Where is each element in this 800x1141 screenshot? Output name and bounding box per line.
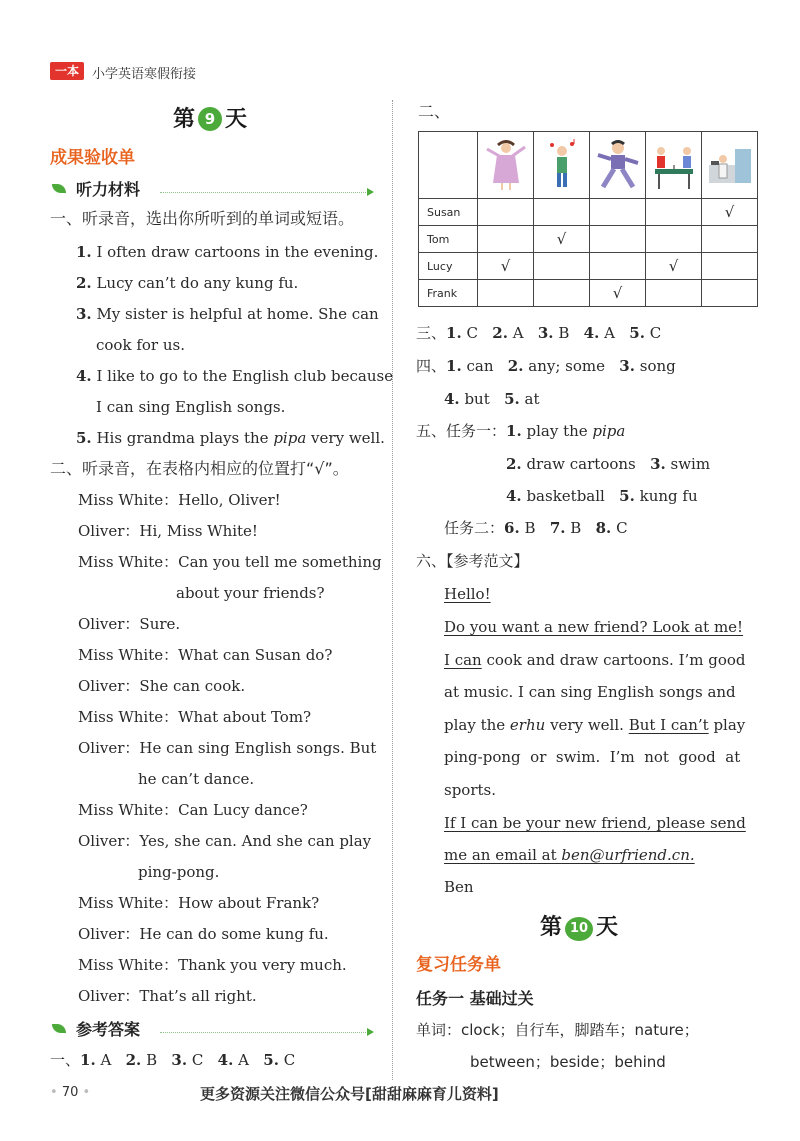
essay-signature: Ben	[444, 878, 474, 896]
row-name: Susan	[419, 199, 478, 226]
answers-part1: 一、1. A 2. B 3. C 4. A 5. C	[50, 1051, 296, 1069]
check-cell	[702, 226, 758, 253]
activity-cook-image	[702, 132, 758, 199]
check-cell	[478, 226, 534, 253]
dialogue-line: Miss White：Can you tell me something	[78, 553, 382, 571]
activity-kungfu-image	[590, 132, 646, 199]
dialogue-line: Miss White：How about Frank?	[78, 894, 320, 912]
part1-title: 一、听录音，选出你所听到的单词或短语。	[50, 209, 355, 228]
activity-sing-image	[534, 132, 590, 199]
day-number-badge: 9	[198, 107, 222, 131]
table-row	[419, 253, 758, 280]
dialogue-line: Miss White：Hello, Oliver!	[78, 491, 281, 509]
essay-line: play the erhu very well. But I can’t play	[444, 716, 746, 734]
list-item-cont: I can sing English songs.	[96, 398, 286, 416]
answers-part4-line1: 四、1. can 2. any; some 3. song	[416, 357, 676, 375]
check-cell	[590, 199, 646, 226]
check-cell: √	[702, 199, 758, 226]
dialogue-line: Oliver：That’s all right.	[78, 987, 257, 1005]
essay-line: sports.	[444, 781, 496, 799]
check-cell	[646, 280, 702, 307]
check-cell	[646, 226, 702, 253]
review-title: 复习任务单	[416, 955, 501, 975]
check-cell	[534, 280, 590, 307]
check-cell: √	[646, 253, 702, 280]
arrow-icon	[367, 1028, 374, 1036]
check-cell	[702, 253, 758, 280]
essay-line: ping-pong or swim. I’m not good at	[444, 748, 741, 766]
part2-label: 二、	[418, 102, 451, 121]
check-cell: √	[590, 280, 646, 307]
leaf-icon	[52, 1024, 66, 1033]
row-name: Tom	[419, 226, 478, 253]
dialogue-line: Miss White：Can Lucy dance?	[78, 801, 308, 819]
list-item: 5. His grandma plays the pipa very well.	[76, 429, 385, 447]
series-badge: 一本	[50, 62, 84, 80]
dialogue-line-cont: about your friends?	[176, 584, 325, 602]
listening-heading: 听力材料	[52, 177, 140, 200]
row-name: Lucy	[419, 253, 478, 280]
vocab-line2: between；beside；behind	[470, 1053, 666, 1071]
activity-dance-image	[478, 132, 534, 199]
table-row	[419, 226, 758, 253]
check-cell	[534, 253, 590, 280]
check-cell	[534, 199, 590, 226]
dialogue-line: Miss White：What can Susan do?	[78, 646, 333, 664]
answer-table	[418, 131, 758, 307]
essay-line: at music. I can sing English songs and	[444, 683, 736, 701]
check-cell	[646, 199, 702, 226]
answers-part3: 三、1. C 2. A 3. B 4. A 5. C	[416, 324, 662, 342]
dialogue-line: Miss White：What about Tom?	[78, 708, 312, 726]
check-cell: √	[478, 253, 534, 280]
answers-heading: 参考答案	[52, 1017, 140, 1040]
table-header-row	[419, 132, 758, 199]
task1-heading: 任务一 基础过关	[416, 989, 534, 1008]
day-10-title: 第 10 天	[540, 915, 619, 940]
table-row	[419, 199, 758, 226]
check-cell: √	[534, 226, 590, 253]
part2-title: 二、听录音，在表格内相应的位置打“√”。	[50, 459, 349, 478]
dialogue-line: Oliver：He can do some kung fu.	[78, 925, 329, 943]
table-row	[419, 280, 758, 307]
row-name: Frank	[419, 280, 478, 307]
list-item-cont: cook for us.	[96, 336, 185, 354]
check-cell	[590, 253, 646, 280]
dialogue-line: Oliver：Yes, she can. And she can play	[78, 832, 372, 850]
answers-part5-task1-line2: 2. draw cartoons 3. swim	[506, 455, 711, 473]
answers-part5-task1-line3: 4. basketball 5. kung fu	[506, 487, 698, 505]
check-cell	[478, 280, 534, 307]
section-title-results: 成果验收单	[50, 148, 135, 168]
essay-line: Do you want a new friend? Look at me!	[444, 618, 744, 636]
list-item: 3. My sister is helpful at home. She can	[76, 305, 379, 323]
leaf-icon	[52, 184, 66, 193]
footer-promo: 更多资源关注微信公众号[甜甜麻麻育儿资料]	[200, 1085, 499, 1103]
essay-line: Hello!	[444, 585, 491, 603]
essay-line: me an email at ben@urfriend.cn.	[444, 846, 695, 864]
list-item: 1. I often draw cartoons in the evening.	[76, 243, 379, 261]
essay-line: If I can be your new friend, please send	[444, 814, 746, 832]
heading-rule	[160, 192, 368, 193]
day-number-badge: 10	[565, 917, 593, 941]
activity-pingpong-image	[646, 132, 702, 199]
check-cell	[590, 226, 646, 253]
dialogue-line-cont: he can’t dance.	[138, 770, 255, 788]
list-item: 4. I like to go to the English club because	[76, 367, 394, 385]
column-divider	[392, 100, 393, 1080]
book-title: 小学英语寒假衔接	[92, 67, 197, 82]
check-cell	[478, 199, 534, 226]
arrow-icon	[367, 188, 374, 196]
day-9-title: 第 9 天	[173, 107, 248, 132]
check-cell	[702, 280, 758, 307]
dialogue-line: Oliver：Sure.	[78, 615, 181, 633]
part6-label: 六、【参考范文】	[416, 552, 529, 570]
dialogue-line: Oliver：She can cook.	[78, 677, 246, 695]
answers-part5-task1: 五、任务一：1. play the pipa	[416, 422, 626, 440]
vocab-line1: 单词：clock；自行车，脚踏车；nature；	[416, 1021, 699, 1039]
corner-cell	[419, 132, 478, 199]
answers-part5-task2: 任务二：6. B 7. B 8. C	[444, 519, 628, 537]
heading-rule	[160, 1032, 368, 1033]
dialogue-line-cont: ping-pong.	[138, 863, 220, 881]
essay-line: I can cook and draw cartoons. I’m good	[444, 651, 746, 669]
page-number: • 70 •	[50, 1085, 91, 1100]
list-item: 2. Lucy can’t do any kung fu.	[76, 274, 299, 292]
dialogue-line: Miss White：Thank you very much.	[78, 956, 347, 974]
answers-part4-line2: 4. but 5. at	[444, 390, 540, 408]
dialogue-line: Oliver：He can sing English songs. But	[78, 739, 377, 757]
dialogue-line: Oliver：Hi, Miss White!	[78, 522, 258, 540]
